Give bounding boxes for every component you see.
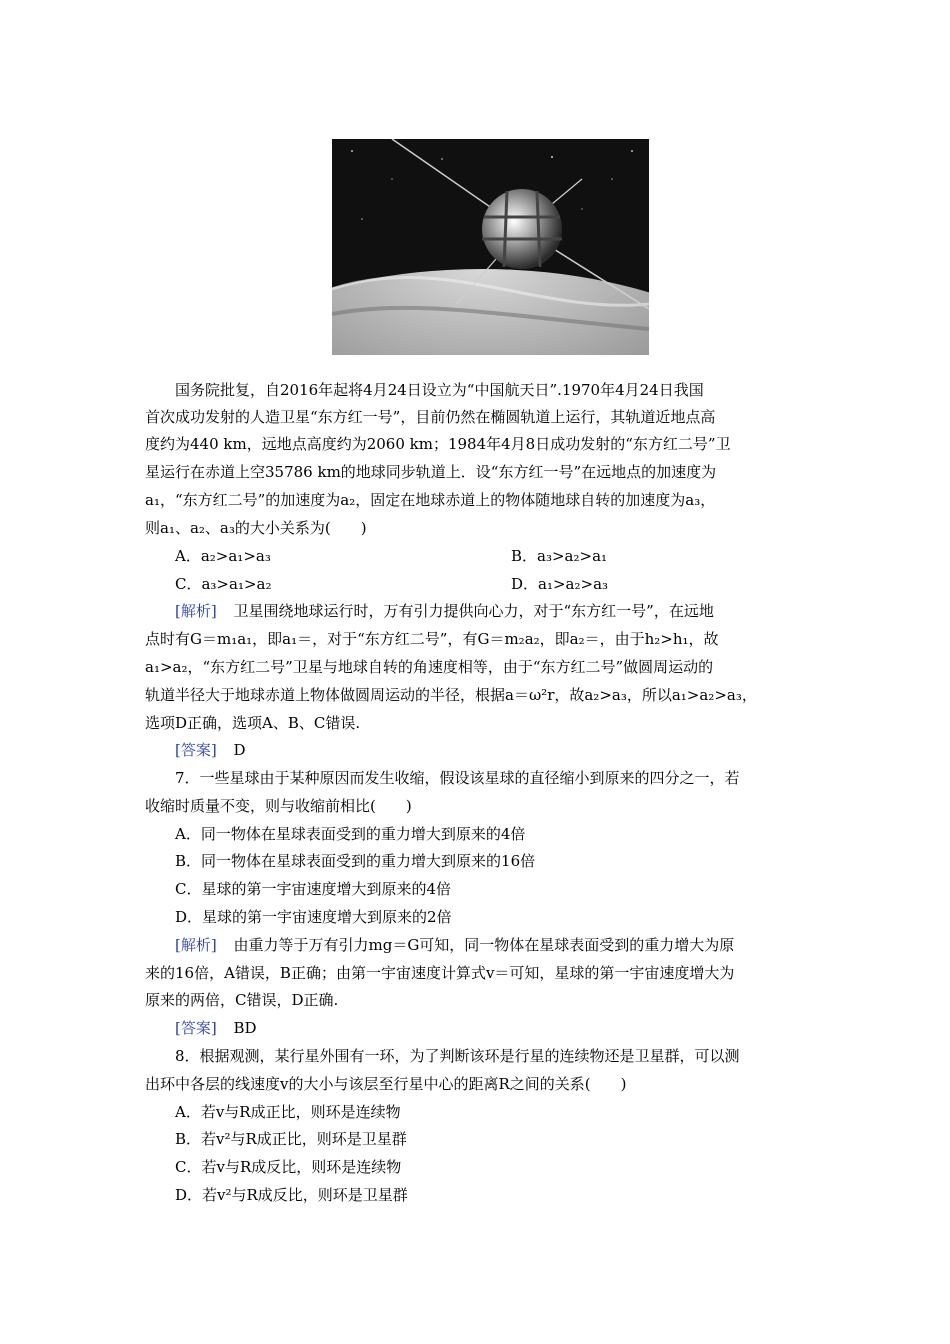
q6-stem-line-4: 星运行在赤道上空35786 km的地球同步轨道上．设“东方红一号”在远地点的加速度为 [145,463,717,481]
q8-option-a: A．若v与R成正比，则环是连续物 [175,1103,401,1121]
q8-option-c: C．若v与R成反比，则环是连续物 [175,1158,402,1176]
q6-stem-line-1: 国务院批复，自2016年起将4月24日设立为“中国航天日”.1970年4月24日我国 [175,381,704,399]
q6-answer: [答案] D [175,741,246,759]
q7-answer-tag: [答案] [175,1019,217,1037]
q6-stem-line-5: a₁，“东方红二号”的加速度为a₂，固定在地球赤道上的物体随地球自转的加速度为a₃， [145,491,716,509]
q6-analysis-tag: [解析] [175,602,217,620]
q7-option-a: A．同一物体在星球表面受到的重力增大到原来的4倍 [175,825,526,843]
q8-stem-line-1: 8．根据观测，某行星外围有一环，为了判断该环是行星的连续物还是卫星群，可以测 [175,1047,740,1065]
q7-analysis-tag: [解析] [175,936,217,954]
q7-stem-line-1: 7．一些星球由于某种原因而发生收缩，假设该星球的直径缩小到原来的四分之一，若 [175,769,740,787]
q7-analysis-line-3: 原来的两倍，C错误，D正确. [145,991,339,1009]
q8-stem-line-2: 出环中各层的线速度v的大小与该层至行星中心的距离R之间的关系( ) [145,1075,627,1093]
q7-option-d: D．星球的第一宇宙速度增大到原来的2倍 [175,908,452,926]
q6-stem-line-2: 首次成功发射的人造卫星“东方红一号”，目前仍然在椭圆轨道上运行，其轨道近地点高 [145,408,716,426]
q6-option-d: D．a₁>a₂>a₃ [511,575,609,593]
satellite-photo [332,139,649,355]
q6-stem-line-3: 度约为440 km，远地点高度约为2060 km；1984年4月8日成功发射的“东方红二号”卫 [145,435,731,453]
q7-analysis-line-1: [解析] 由重力等于万有引力mg＝G可知，同一物体在星球表面受到的重力增大为原 [175,936,735,954]
q6-analysis-line-3: a₁>a₂，“东方红二号”卫星与地球自转的角速度相等，由于“东方红二号”做圆周运动的 [145,658,714,676]
q7-option-b: B．同一物体在星球表面受到的重力增大到原来的16倍 [175,852,536,870]
q8-option-d: D．若v²与R成反比，则环是卫星群 [175,1186,408,1204]
q6-stem-line-6: 则a₁、a₂、a₃的大小关系为( ) [145,519,367,537]
q6-analysis-line-4: 轨道半径大于地球赤道上物体做圆周运动的半径，根据a＝ω²r，故a₂>a₃，所以a₁>a₂>a₃， [145,686,757,704]
q6-analysis-line-1: [解析] 卫星围绕地球运行时，万有引力提供向心力，对于“东方红一号”，在远地 [175,602,714,620]
q6-analysis-line-5: 选项D正确，选项A、B、C错误. [145,714,361,732]
q6-option-c: C．a₃>a₁>a₂ [175,575,272,593]
q6-option-a: A．a₂>a₁>a₃ [175,547,271,565]
q6-answer-tag: [答案] [175,741,217,759]
q8-option-b: B．若v²与R成正比，则环是卫星群 [175,1130,407,1148]
q7-answer: [答案] BD [175,1019,257,1037]
q7-analysis-line-2: 来的16倍，A错误，B正确；由第一宇宙速度计算式v＝可知，星球的第一宇宙速度增大为 [145,964,735,982]
q7-stem-line-2: 收缩时质量不变，则与收缩前相比( ) [145,797,412,815]
q6-option-b: B．a₃>a₂>a₁ [511,547,608,565]
q6-analysis-line-2: 点时有G＝m₁a₁，即a₁＝，对于“东方红二号”，有G＝m₂a₂，即a₂＝，由于h₂>h₁，故 [145,630,719,648]
q7-option-c: C．星球的第一宇宙速度增大到原来的4倍 [175,880,452,898]
